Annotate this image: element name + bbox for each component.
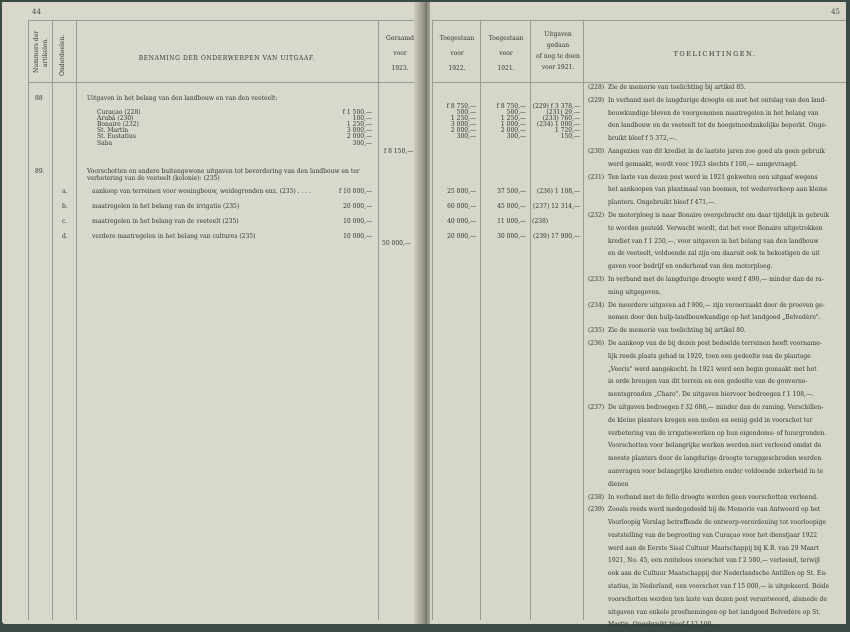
note-ref (588, 428, 608, 441)
note-text: Aangezien van dit krediet in de laatste jaren zoo goed als geen gebruik (608, 147, 825, 155)
note-text: het aankoopen van plantmaal van boomen, tot wederverkoop aan kleine (608, 186, 828, 194)
value-cell: 2 000,— (500, 127, 526, 134)
note-line (588, 581, 844, 594)
note-text: werd aan de Eerste Sisal Cultuur Maatschappij bij K.B. van 29 Maart (608, 544, 820, 552)
value-cell: 60 000,— (447, 203, 476, 210)
note-text: meeste planters door de langdurige droogte teruggeschroden werden (608, 455, 822, 463)
note-text: lijk reeds plaats gehad in 1920, toen een gedeelte van de plantage (608, 352, 811, 360)
value-cell: 25 000,— (447, 188, 476, 195)
note-line (588, 517, 844, 530)
note-ref (588, 133, 608, 146)
note-line (588, 402, 844, 415)
item-amount: 1 250,— (346, 121, 372, 128)
explanatory-notes (588, 82, 844, 632)
item-amount: 300,— (352, 140, 372, 147)
note-text: Voorschotten voor belangrijke werken werden niet verleend omdat de (608, 442, 822, 450)
note-text: werd gemaakt, wordt voor 1923 slechts f 100,— aangevraagd. (608, 160, 798, 168)
note-ref (588, 479, 608, 492)
note-line (588, 440, 844, 453)
header-rule-top (432, 20, 846, 21)
note-line (588, 415, 844, 428)
value-cell: 11 000,— (497, 218, 526, 225)
note-text: De aankoop van de bij dezen post bedoelde terreinen heeft voorname- (608, 339, 822, 347)
left-page (2, 2, 422, 624)
value-cell: (229) f 3 378,— (532, 103, 580, 110)
item-amount: 2 000,— (346, 133, 372, 140)
note-line (588, 530, 844, 543)
header-budget-1923: Geraamd voor 1923. (386, 35, 414, 72)
note-text: dienen (608, 480, 629, 488)
note-line (588, 223, 844, 236)
item-label: verdere maatregelen in het belang van cultures (235) (92, 233, 256, 240)
note-text: krediet van f 1 250,—, voor uitgaven in het belang van den landbouw (608, 237, 819, 245)
item-label: Saba (97, 140, 113, 147)
note-line (588, 466, 844, 479)
note-line (588, 389, 844, 402)
note-ref: (239) (588, 506, 605, 514)
item-amount: 100,— (352, 115, 372, 122)
value-cell: (236) 1 108,— (536, 188, 580, 195)
note-text: De motorploeg is naar Bonaire overgebracht om daar tijdelijk in gebruik (608, 211, 830, 219)
note-text: Voorloopig Verslag betreffende de ontwerp-verordening tot voorloopige (608, 519, 827, 527)
item-letter: a. (62, 188, 68, 195)
note-line (588, 133, 844, 146)
note-line (588, 287, 844, 300)
note-ref (588, 440, 608, 453)
column-rule (28, 20, 29, 620)
value-cell: 3 000,— (450, 121, 476, 128)
note-ref: (238) (588, 493, 605, 501)
item-amount: f 10 000,— (338, 188, 372, 195)
item-letter: c. (62, 218, 68, 225)
article-88-title: Uitgaven in het belang van den landbouw en van den veeteelt: (87, 95, 278, 102)
note-line (588, 351, 844, 364)
note-ref: (230) (588, 147, 605, 155)
item-label: Curaçao (228) (97, 109, 141, 116)
note-ref (588, 568, 608, 581)
note-ref (588, 108, 608, 121)
note-ref (588, 376, 608, 389)
note-line (588, 248, 844, 261)
value-cell: 20 000,— (447, 233, 476, 240)
value-cell: f 8 750,— (446, 103, 476, 110)
value-cell: 2 000,— (450, 127, 476, 134)
note-text: Zooals reeds werd medegedeeld bij de Memorie van Antwoord op het (608, 506, 821, 514)
header-description: BENAMING DER ONDERWERPEN VAN UITGAAF. (138, 55, 316, 62)
note-text: verbetering van de irrigatiewerken op hun eigendoms- of huurgronden. (608, 429, 827, 437)
note-text: gaven voor bedrijf en onderhoud van den motorploeg. (608, 263, 773, 271)
note-ref (588, 530, 608, 543)
value-cell: (238) (532, 218, 549, 225)
note-ref (588, 312, 608, 325)
note-line (588, 607, 844, 620)
note-ref (588, 543, 608, 556)
note-ref: (235) (588, 327, 605, 335)
left-page-number: 44 (32, 8, 41, 16)
note-ref (588, 120, 608, 133)
note-line (588, 146, 844, 159)
note-text: den landbouw en de veeteelt tot de hoogstnoodzakelijke beperkt. Onge- (608, 122, 828, 130)
note-line (588, 555, 844, 568)
item-label: aankoop van terreinen voor woningbouw, weidegronden enz. (235) . . . . (92, 188, 312, 195)
note-line (588, 338, 844, 351)
note-text: „Veeris" werd aangekocht. In 1921 werd een begin gemaakt met het (608, 365, 817, 373)
note-ref (588, 261, 608, 274)
note-text: vaststelling van de begrooting van Curaçao voor het dienstjaar 1922 (608, 531, 818, 539)
column-rule (583, 20, 584, 620)
note-text: de kleine planters kregen een molen en eenig geld in voorschot ter (608, 416, 813, 424)
note-ref (588, 607, 608, 620)
note-ref: (233) (588, 275, 605, 283)
note-line (588, 479, 844, 492)
value-cell: 1 000,— (500, 121, 526, 128)
note-text: bouwkundige bleven de voorgenomen maatregelen in het belang van (608, 109, 819, 117)
note-line (588, 120, 844, 133)
value-cell: 1 720,— (554, 127, 580, 134)
note-line (588, 95, 844, 108)
note-text: In verband met de felle droogte werden geen voorschotten verleend. (608, 493, 818, 501)
note-text: 1921, No. 45, een renteloos voorschot van f 2 500,— verleend, terwijl (608, 557, 820, 565)
note-ref: (237) (588, 403, 605, 411)
item-label: St. Eustatius (97, 133, 136, 140)
header-allowed-1921: Toegestaan voor 1921. (488, 35, 524, 72)
item-letter: d. (62, 233, 68, 240)
note-line (588, 172, 844, 185)
item-label: maatregelen in het belang van de irrigatie (235) (92, 203, 240, 210)
note-ref (588, 197, 608, 210)
note-line (588, 504, 844, 517)
note-line (588, 236, 844, 249)
item-label: maatregelen in het belang van de veeteelt (235) (92, 218, 239, 225)
note-text: In verband met de langdurige droogte werd f 490,— minder dan de ra- (608, 275, 824, 283)
note-text: Ten laste van dezen post werd in 1921 gekweten een uitgaaf wegens (608, 173, 818, 181)
open-ledger-book (2, 2, 848, 630)
note-text: aanvragen voor belangrijke kredieten onder voldoende zekerheid in te (608, 467, 824, 475)
article-89-number: 89. (35, 168, 45, 175)
note-line (588, 261, 844, 274)
note-line (588, 184, 844, 197)
note-text: De uitgaven bedroegen f 32 686,— minder dan de raming. Verschillen- (608, 403, 824, 411)
item-label: St. Martin (97, 127, 129, 134)
value-cell: 500,— (506, 109, 526, 116)
note-line (588, 210, 844, 223)
column-rule (480, 20, 481, 620)
note-line (588, 453, 844, 466)
note-text: De meerdere uitgaven ad f 900,— zijn veroorzaakt door de proeven ge- (608, 301, 825, 309)
note-text: Zie de memorie van toelichting bij artikel 85. (608, 84, 746, 91)
value-cell: (234) 1 000,— (536, 121, 580, 128)
item-amount: 10 000,— (343, 233, 372, 240)
article-89-title-line2: verbetering van de veeteelt (kolonie): (235) (87, 175, 220, 182)
note-line (588, 364, 844, 377)
note-ref (588, 415, 608, 428)
note-text: mentsgronden „Charo". De uitgaven hiervoor bedroegen f 1 108,—. (608, 391, 814, 399)
note-line (588, 82, 844, 95)
note-ref (588, 555, 608, 568)
note-text: Zie de memorie van toelichting bij artikel 80. (608, 327, 746, 335)
value-cell: 45 000,— (497, 203, 526, 210)
note-line (588, 594, 844, 607)
note-ref (588, 594, 608, 607)
note-text: Martin. Ongebruikt bleef f 12 100,—. (608, 621, 722, 629)
note-line (588, 568, 844, 581)
note-line (588, 274, 844, 287)
note-text: uitgaven van enkele proefnemingen op het landgoed Belvedère op St. (608, 608, 821, 616)
note-text: statius, in Nederland, een voorschot van f 15 000,— is uitgekeerd. Beide (608, 583, 830, 591)
note-text: en de veeteelt, voldoende zal zijn om daaruit ook te bekostigen de uit (608, 250, 820, 258)
item-amount: 20 000,— (343, 203, 372, 210)
note-line (588, 428, 844, 441)
note-line (588, 325, 844, 338)
note-text: bruikt bleef f 5 372,—. (608, 135, 677, 143)
value-cell: 30 000,— (497, 233, 526, 240)
column-rule (378, 20, 379, 620)
note-ref (588, 364, 608, 377)
note-ref (588, 351, 608, 364)
header-explanations: TOELICHTINGEN. (673, 50, 757, 58)
note-line (588, 312, 844, 325)
note-ref (588, 517, 608, 530)
note-text: te worden gesteld. Verwacht wordt, dat het voor Bonaire uitgetrokken (608, 224, 823, 232)
header-expenditure-1921: Uitgaven gedaan of nog te doen voor 1921. (536, 31, 580, 71)
item-label: Bonaire (232) (97, 121, 139, 128)
value-cell: 37 500,— (497, 188, 526, 195)
note-line (588, 197, 844, 210)
value-cell: 1 250,— (500, 115, 526, 122)
note-text: ming uitgegeven. (608, 288, 661, 296)
note-ref (588, 389, 608, 402)
note-ref (588, 287, 608, 300)
column-rule (76, 20, 77, 620)
column-rule (52, 20, 53, 620)
note-line (588, 543, 844, 556)
note-text: nomen door den hulp-landbouwkundige op het landgoed „Belvedère". (608, 314, 821, 322)
note-text: in orde brengen van dit terrein en een gedeelte van de gouverne- (608, 378, 808, 386)
value-cell: 150,— (560, 133, 580, 140)
note-ref (588, 619, 608, 632)
value-cell: (233) 760,— (542, 115, 580, 122)
value-cell: (239) 17 900,— (533, 233, 580, 240)
note-ref (588, 159, 608, 172)
value-cell: (231) 29,— (546, 109, 580, 116)
item-amount: f 1 500,— (342, 109, 372, 116)
note-text: voorschotten werden ten laste van dezen post verantwoord, alsmede de (608, 595, 827, 603)
note-text: In verband met de langdurige droogte en met het ontslag van den land- (608, 96, 827, 104)
value-cell: (237) 12 314,— (533, 203, 580, 210)
article-88-total: f 8 150,— (384, 148, 414, 155)
note-line (588, 300, 844, 313)
note-ref (588, 248, 608, 261)
note-ref (588, 581, 608, 594)
value-cell: 40 000,— (447, 218, 476, 225)
value-cell: 1 250,— (450, 115, 476, 122)
value-cell: 300,— (506, 133, 526, 140)
item-letter: b. (62, 203, 68, 210)
note-ref (588, 223, 608, 236)
value-cell: 500,— (456, 109, 476, 116)
value-cell: f 8 750,— (496, 103, 526, 110)
note-ref (588, 236, 608, 249)
article-88-number: 88 (35, 95, 43, 102)
note-line (588, 376, 844, 389)
header-allowed-1922: Toegestaan voor 1922. (439, 35, 475, 72)
note-text: ook aan de Cultuur Maatschappij der Nederlandsche Antillen op St. Eu- (608, 570, 828, 578)
note-ref: (231) (588, 173, 605, 181)
right-page-number: 45 (831, 8, 840, 16)
header-article-numbers: Nummers der artikelen. (33, 30, 49, 74)
item-label: Aruba (230) (97, 115, 134, 122)
note-text: planters. Ongebruikt bleef f 471,—. (608, 199, 716, 207)
note-ref (588, 184, 608, 197)
note-ref: (234) (588, 301, 605, 309)
header-rule-bottom (28, 82, 422, 83)
right-page (430, 2, 846, 629)
note-ref: (228) (588, 84, 605, 91)
note-ref: (236) (588, 339, 605, 347)
note-ref (588, 466, 608, 479)
note-line (588, 619, 844, 632)
article-89-title-line1: Voorschotten en andere buitengewone uitgaven tot bevordering van den landbouw en ter (87, 168, 360, 175)
note-ref: (229) (588, 96, 605, 104)
item-amount: 10 000,— (343, 218, 372, 225)
note-ref: (232) (588, 211, 605, 219)
article-89-total: 50 000,— (382, 240, 411, 247)
header-subdivisions: Onderdeelen. (59, 34, 66, 76)
header-rule-top (28, 20, 422, 21)
note-line (588, 492, 844, 505)
note-ref (588, 453, 608, 466)
item-amount: 3 000,— (346, 127, 372, 134)
note-line (588, 159, 844, 172)
value-cell: 300,— (456, 133, 476, 140)
note-line (588, 108, 844, 121)
